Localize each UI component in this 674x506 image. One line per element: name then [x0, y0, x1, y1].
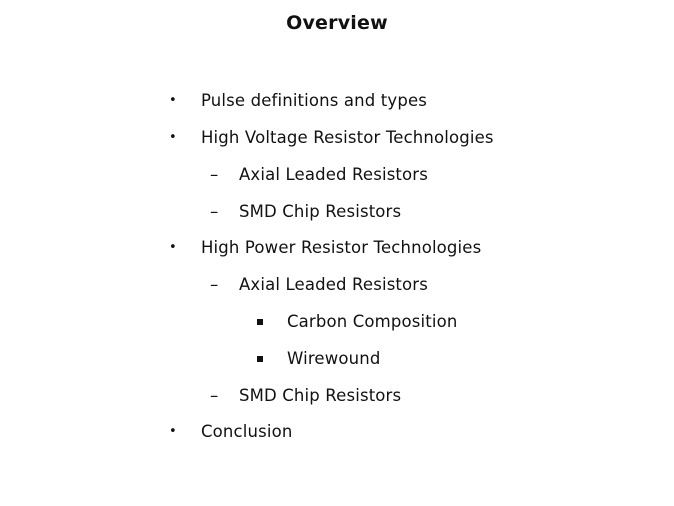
bullet-dash-icon: – — [210, 202, 219, 221]
outline-item-text: High Power Resistor Technologies — [201, 238, 482, 257]
outline-subsubitem-text: Carbon Composition — [287, 312, 458, 331]
bullet-dash-icon: – — [210, 165, 219, 184]
slide-title: Overview — [286, 12, 388, 34]
bullet-dash-icon: – — [210, 386, 219, 405]
bullet-dot-icon: • — [169, 130, 177, 145]
outline-item-text: Conclusion — [201, 422, 293, 441]
bullet-dot-icon: • — [169, 424, 177, 439]
outline-subitem-text: Axial Leaded Resistors — [239, 275, 428, 294]
outline-item-text: Pulse definitions and types — [201, 91, 427, 110]
outline-subitem-text: SMD Chip Resistors — [239, 202, 402, 221]
bullet-dash-icon: – — [210, 275, 219, 294]
outline-subsubitem-text: Wirewound — [287, 349, 381, 368]
outline-subitem-text: SMD Chip Resistors — [239, 386, 402, 405]
outline-item-text: High Voltage Resistor Technologies — [201, 128, 494, 147]
bullet-dot-icon: • — [169, 93, 177, 108]
outline-subitem-text: Axial Leaded Resistors — [239, 165, 428, 184]
bullet-dot-icon: • — [169, 240, 177, 255]
